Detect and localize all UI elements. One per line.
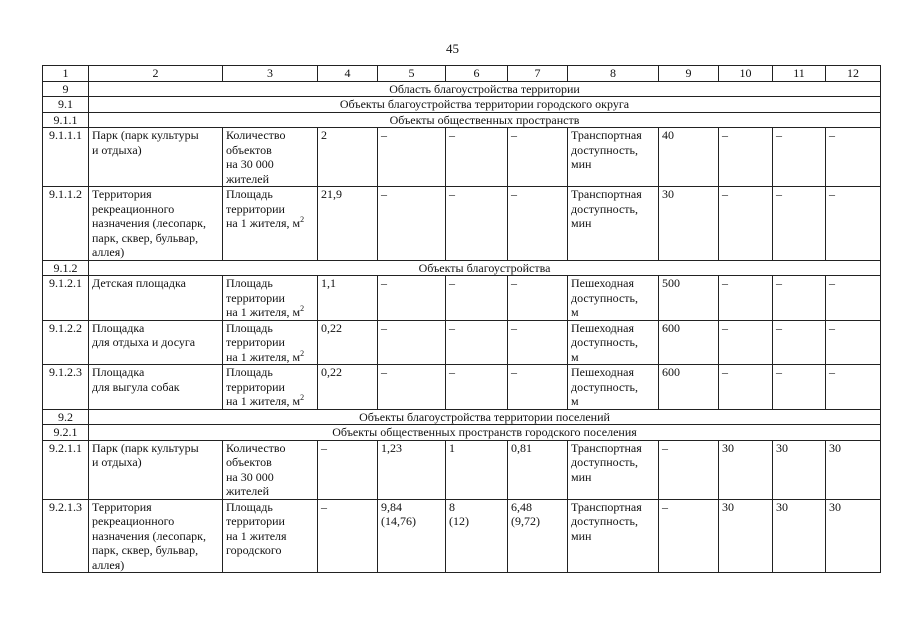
accessibility-type-line: Транспортная — [571, 128, 642, 142]
value-c4 — [318, 128, 378, 187]
indicator-name-line: жителей — [226, 484, 270, 498]
object-name-line: Парк (парк культуры — [92, 440, 199, 455]
section-row — [43, 112, 881, 128]
value-line: – — [511, 187, 517, 201]
section-code: 9.1.2 — [43, 260, 89, 276]
indicator-name-line: территории — [226, 379, 285, 394]
value-line: 1,23 — [381, 440, 402, 455]
value-line: 0,22 — [321, 320, 342, 335]
accessibility-type — [568, 320, 659, 365]
section-row — [43, 409, 881, 425]
indicator-name-line: на 1 жителя, $м^2$ — [226, 393, 305, 408]
value-c11: 30 — [773, 440, 826, 499]
accessibility-type — [568, 499, 659, 573]
value-c6 — [446, 187, 508, 261]
indicator-name — [223, 365, 318, 410]
object-name — [89, 440, 223, 499]
value-c9: – — [659, 499, 719, 573]
value-line: (12) — [449, 514, 469, 528]
value-c12: – — [826, 365, 881, 410]
value-c11: – — [773, 320, 826, 365]
value-c12: – — [826, 187, 881, 261]
value-c4 — [318, 499, 378, 573]
section-title: Объекты благоустройства территории городского округа — [89, 97, 881, 113]
accessibility-type-line: мин — [571, 528, 592, 543]
value-line: 9,84 — [381, 499, 402, 514]
value-c6 — [446, 320, 508, 365]
table-row — [43, 440, 881, 499]
value-c10: 30 — [719, 499, 773, 573]
value-c7 — [508, 320, 568, 365]
table-row — [43, 365, 881, 410]
value-line: 2 — [321, 128, 327, 142]
value-c12: – — [826, 128, 881, 187]
indicator-name-line: территории — [226, 201, 285, 216]
object-name-line: назначения (лесопарк, — [92, 528, 206, 543]
object-name-line: аллея) — [92, 245, 125, 259]
object-name-line: аллея) — [92, 557, 125, 572]
indicator-name — [223, 440, 318, 499]
indicator-name — [223, 276, 318, 321]
column-number-8: 8 — [568, 66, 659, 82]
value-line: – — [381, 320, 387, 335]
accessibility-type — [568, 276, 659, 321]
section-code: 9.1.1 — [43, 112, 89, 128]
section-title: Объекты благоустройства — [89, 260, 881, 276]
value-c9: – — [659, 440, 719, 499]
value-c11: – — [773, 128, 826, 187]
column-number-9: 9 — [659, 66, 719, 82]
value-c11: – — [773, 276, 826, 321]
value-c6 — [446, 276, 508, 321]
indicator-name-line: жителей — [226, 171, 270, 186]
indicator-name-line: объектов — [226, 455, 272, 469]
header-row — [43, 66, 881, 82]
value-c6 — [446, 440, 508, 499]
value-line: – — [381, 128, 387, 142]
value-c5 — [378, 320, 446, 365]
accessibility-type-line: Пешеходная — [571, 320, 634, 335]
object-name-line: Площадка — [92, 365, 145, 379]
value-c5 — [378, 499, 446, 573]
accessibility-type-line: мин — [571, 157, 592, 171]
accessibility-type — [568, 128, 659, 187]
object-name — [89, 276, 223, 321]
accessibility-type — [568, 440, 659, 499]
value-c10: – — [719, 365, 773, 410]
value-c9: 600 — [659, 365, 719, 410]
section-code: 9.2 — [43, 409, 89, 425]
value-line: 1 — [449, 440, 455, 455]
accessibility-type-line: Пешеходная — [571, 276, 634, 290]
value-c7 — [508, 365, 568, 410]
value-c10: 30 — [719, 440, 773, 499]
indicator-name-line: на 1 жителя, $м^2$ — [226, 304, 305, 319]
value-c10: – — [719, 320, 773, 365]
value-line: 21,9 — [321, 187, 342, 201]
value-c10: – — [719, 187, 773, 261]
object-name-line: парк, сквер, бульвар, — [92, 543, 199, 557]
column-number-7: 7 — [508, 66, 568, 82]
accessibility-type-line: доступность, — [571, 455, 639, 469]
value-c7 — [508, 128, 568, 187]
accessibility-type — [568, 187, 659, 261]
value-line: (14,76) — [381, 514, 416, 528]
row-code: 9.1.2.1 — [43, 276, 89, 321]
value-c11: 30 — [773, 499, 826, 573]
row-code: 9.2.1.3 — [43, 499, 89, 573]
accessibility-type-line: мин — [571, 469, 592, 484]
standards-table — [42, 65, 881, 573]
section-code: 9 — [43, 81, 89, 97]
value-c12: – — [826, 276, 881, 321]
value-c5 — [378, 440, 446, 499]
object-name-line: Площадка — [92, 320, 145, 335]
indicator-name-line: Площадь — [226, 187, 273, 201]
value-c6 — [446, 499, 508, 573]
value-c7 — [508, 499, 568, 573]
accessibility-type-line: м — [571, 394, 579, 408]
section-title: Объекты общественных пространств — [89, 112, 881, 128]
section-row — [43, 260, 881, 276]
value-c5 — [378, 128, 446, 187]
accessibility-type-line: м — [571, 349, 579, 364]
object-name-line: для отдыха и досуга — [92, 335, 196, 349]
accessibility-type-line: доступность, — [571, 201, 639, 216]
indicator-name-line: на 1 жителя, $м^2$ — [226, 215, 305, 230]
column-number-6: 6 — [446, 66, 508, 82]
column-number-5: 5 — [378, 66, 446, 82]
accessibility-type-line: доступность, — [571, 379, 639, 394]
object-name-line: Территория — [92, 499, 152, 514]
object-name-line: назначения (лесопарк, — [92, 216, 206, 230]
object-name-line: и отдыха) — [92, 142, 142, 157]
value-line: – — [381, 365, 387, 379]
value-c4 — [318, 440, 378, 499]
table-row — [43, 499, 881, 573]
value-line: – — [449, 187, 455, 201]
object-name — [89, 187, 223, 261]
indicator-name — [223, 320, 318, 365]
column-number-12: 12 — [826, 66, 881, 82]
value-c5 — [378, 187, 446, 261]
column-number-1: 1 — [43, 66, 89, 82]
value-line: – — [381, 187, 387, 201]
indicator-name-line: Площадь — [226, 320, 273, 335]
value-c11: – — [773, 365, 826, 410]
section-row — [43, 81, 881, 97]
section-title: Область благоустройства территории — [89, 81, 881, 97]
accessibility-type-line: доступность, — [571, 142, 639, 157]
value-c9: 600 — [659, 320, 719, 365]
section-row — [43, 425, 881, 441]
indicator-name-line: территории — [226, 514, 285, 528]
object-name-line: рекреационного — [92, 201, 175, 216]
accessibility-type-line: доступность, — [571, 335, 639, 349]
value-c7 — [508, 187, 568, 261]
indicator-name-line: городского — [226, 543, 282, 557]
indicator-name-line: Количество — [226, 440, 286, 455]
accessibility-type-line: м — [571, 305, 579, 319]
column-number-10: 10 — [719, 66, 773, 82]
value-c5 — [378, 365, 446, 410]
accessibility-type — [568, 365, 659, 410]
section-code: 9.2.1 — [43, 425, 89, 441]
value-line: 1,1 — [321, 276, 336, 290]
indicator-name — [223, 187, 318, 261]
accessibility-type-line: Пешеходная — [571, 365, 634, 379]
value-line: – — [511, 365, 517, 379]
object-name-line: Парк (парк культуры — [92, 128, 199, 142]
section-title: Объекты благоустройства территории поселений — [89, 409, 881, 425]
object-name — [89, 320, 223, 365]
row-code: 9.2.1.1 — [43, 440, 89, 499]
indicator-name-line: Площадь — [226, 276, 273, 290]
object-name-line: Территория — [92, 187, 152, 201]
value-line: 6,48 — [511, 499, 532, 514]
table-row — [43, 128, 881, 187]
object-name — [89, 499, 223, 573]
value-c12: 30 — [826, 499, 881, 573]
accessibility-type-line: Транспортная — [571, 499, 642, 514]
value-line: – — [381, 276, 387, 290]
section-title: Объекты общественных пространств городского поселения — [89, 425, 881, 441]
section-code: 9.1 — [43, 97, 89, 113]
table-row — [43, 187, 881, 261]
object-name-line: и отдыха) — [92, 455, 142, 469]
value-line: 8 — [449, 499, 455, 514]
value-c9: 40 — [659, 128, 719, 187]
value-c4 — [318, 276, 378, 321]
section-row — [43, 97, 881, 113]
value-c4 — [318, 187, 378, 261]
value-c11: – — [773, 187, 826, 261]
value-line: – — [449, 365, 455, 379]
accessibility-type-line: Транспортная — [571, 440, 642, 455]
value-line: – — [321, 440, 327, 455]
value-c10: – — [719, 128, 773, 187]
value-c12: 30 — [826, 440, 881, 499]
object-name-line: рекреационного — [92, 514, 175, 528]
indicator-name — [223, 499, 318, 573]
indicator-name — [223, 128, 318, 187]
page-number: 45 — [446, 41, 459, 56]
value-line: – — [449, 128, 455, 142]
value-line: – — [449, 276, 455, 290]
accessibility-type-line: мин — [571, 216, 592, 230]
accessibility-type-line: Транспортная — [571, 187, 642, 201]
value-c7 — [508, 276, 568, 321]
column-number-3: 3 — [223, 66, 318, 82]
value-c6 — [446, 365, 508, 410]
object-name — [89, 365, 223, 410]
object-name-line: для выгула собак — [92, 379, 180, 394]
row-code: 9.1.1.2 — [43, 187, 89, 261]
value-c4 — [318, 320, 378, 365]
value-c7 — [508, 440, 568, 499]
accessibility-type-line: доступность, — [571, 514, 639, 528]
value-c6 — [446, 128, 508, 187]
object-name — [89, 128, 223, 187]
value-line: – — [321, 499, 327, 514]
indicator-name-line: на 30 000 — [226, 157, 274, 171]
value-line: – — [511, 128, 517, 142]
column-number-11: 11 — [773, 66, 826, 82]
object-name-line: парк, сквер, бульвар, — [92, 230, 199, 245]
table-row — [43, 320, 881, 365]
indicator-name-line: на 1 жителя — [226, 528, 287, 543]
value-line: – — [511, 320, 517, 335]
value-line: – — [511, 276, 517, 290]
value-c9: 500 — [659, 276, 719, 321]
table-row — [43, 276, 881, 321]
indicator-name-line: Количество — [226, 128, 286, 142]
row-code: 9.1.1.1 — [43, 128, 89, 187]
value-line: (9,72) — [511, 514, 540, 528]
accessibility-type-line: доступность, — [571, 290, 639, 305]
indicator-name-line: Площадь — [226, 499, 273, 514]
column-number-4: 4 — [318, 66, 378, 82]
indicator-name-line: территории — [226, 290, 285, 305]
value-line: 0,81 — [511, 440, 532, 455]
indicator-name-line: на 30 000 — [226, 469, 274, 484]
value-c10: – — [719, 276, 773, 321]
indicator-name-line: на 1 жителя, $м^2$ — [226, 348, 305, 364]
object-name-line: Детская площадка — [92, 276, 186, 290]
indicator-name-line: объектов — [226, 142, 272, 157]
column-number-2: 2 — [89, 66, 223, 82]
value-c12: – — [826, 320, 881, 365]
row-code: 9.1.2.3 — [43, 365, 89, 410]
indicator-name-line: территории — [226, 335, 285, 349]
value-c5 — [378, 276, 446, 321]
indicator-name-line: Площадь — [226, 365, 273, 379]
row-code: 9.1.2.2 — [43, 320, 89, 365]
value-c4 — [318, 365, 378, 410]
value-line: 0,22 — [321, 365, 342, 379]
value-line: – — [449, 320, 455, 335]
value-c9: 30 — [659, 187, 719, 261]
